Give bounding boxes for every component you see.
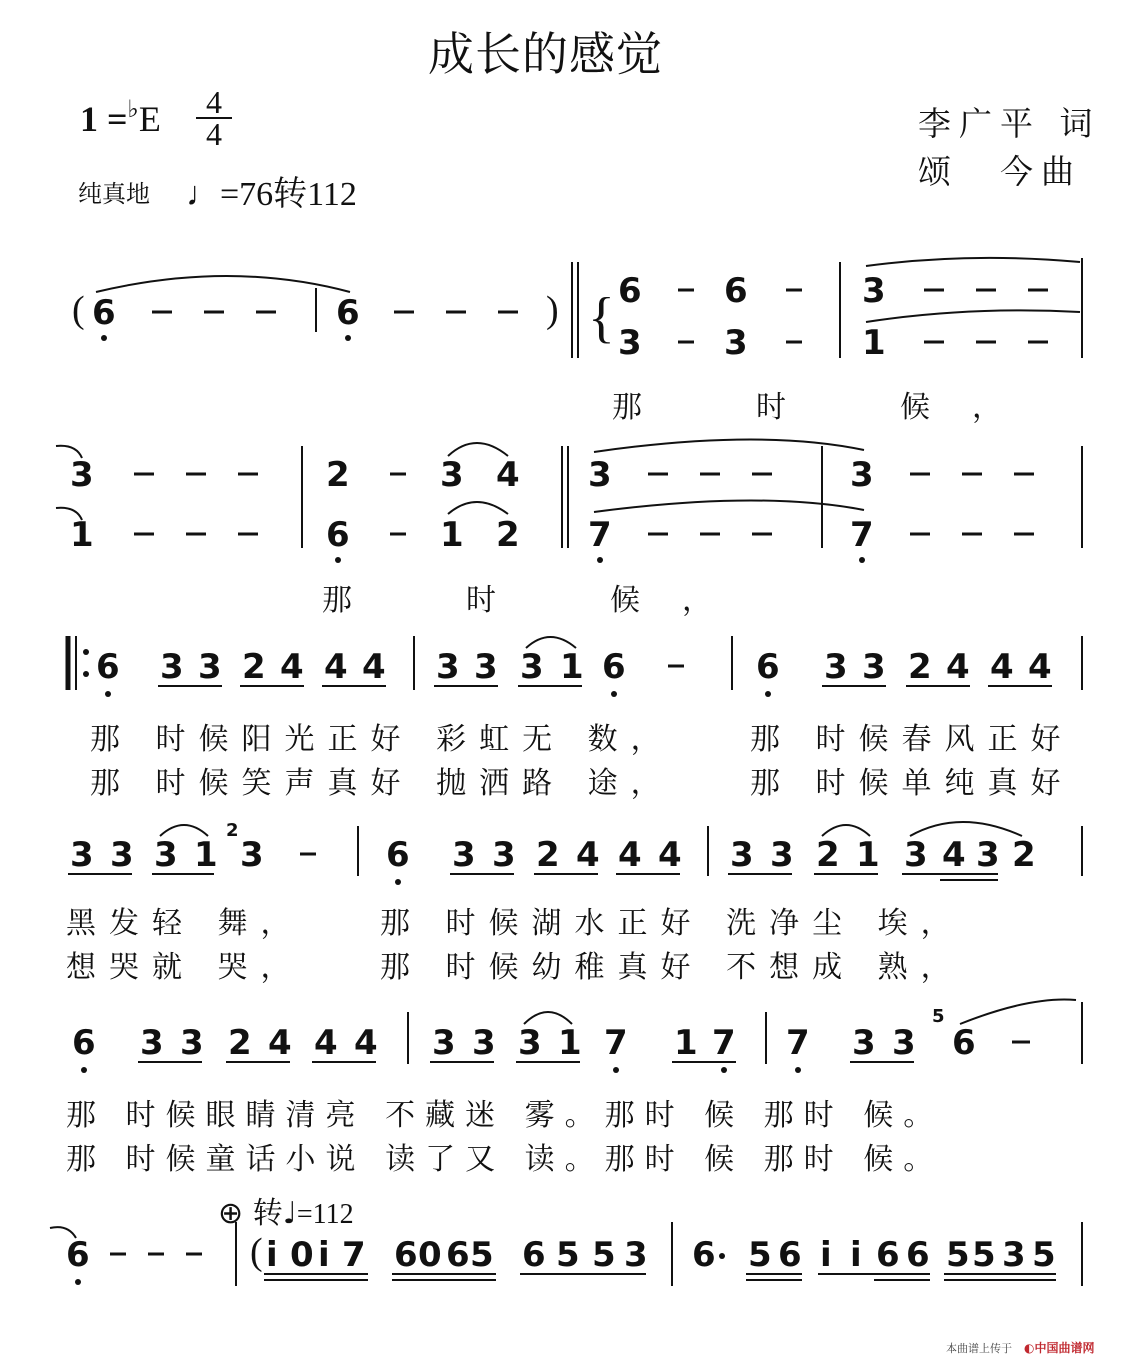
svg-text:4: 4 [618,835,642,875]
note: 6 [336,293,360,333]
note: 3 [862,271,886,311]
lyrics-row-5-verse1: 那 时候眼睛清亮 不藏迷 雾。那时 候 那时 候。 [66,1098,944,1133]
svg-text:4: 4 [362,647,386,687]
svg-text:6: 6 [446,1235,470,1275]
svg-text:i: i [850,1235,862,1275]
svg-text:5: 5 [470,1235,494,1275]
svg-text:3: 3 [492,835,516,875]
svg-text:6: 6 [952,1023,976,1063]
svg-text:7: 7 [712,1023,736,1063]
svg-text:6: 6 [394,1235,418,1275]
lyrics-row-1: 那 时 候， [612,390,1044,425]
svg-text:4: 4 [946,647,970,687]
svg-text:3: 3 [160,647,184,687]
svg-text:3: 3 [180,1023,204,1063]
note: 6 [724,271,748,311]
note: 6 [96,647,120,687]
svg-text:0: 0 [418,1235,442,1275]
lyrics-row-3-verse1-b: 那 时候春风正好 [750,722,1074,757]
svg-text:4: 4 [268,1023,292,1063]
note: 3 [618,323,642,363]
svg-text:4: 4 [1028,647,1052,687]
coda-icon: ⊕ [218,1196,244,1231]
svg-text:3: 3 [240,835,264,875]
note: 3 [588,455,612,495]
tempo-value: =76转112 [220,176,357,213]
svg-text:2: 2 [228,1023,252,1063]
svg-text:2: 2 [536,835,560,875]
note: 1 [70,515,94,555]
svg-text:3: 3 [520,647,544,687]
svg-text:3: 3 [70,835,94,875]
lyrics-row-5-verse2: 那 时候童话小说 读了又 读。那时 候 那时 候。 [66,1142,944,1177]
lyrics-row-4-verse1: 黑发轻 舞， [66,906,304,941]
note: 1 [862,323,886,363]
svg-text:6: 6 [906,1235,930,1275]
svg-text:4: 4 [990,647,1014,687]
svg-text:3: 3 [140,1023,164,1063]
note: 6 [92,293,116,333]
svg-text:3: 3 [904,835,928,875]
svg-text:6: 6 [72,1023,96,1063]
svg-text:5: 5 [592,1235,616,1275]
note: 6 [326,515,350,555]
svg-text:2: 2 [1012,835,1036,875]
svg-text:4: 4 [324,647,348,687]
brace: { [588,287,615,349]
flat-sign: ♭ [127,97,139,123]
song-title: 成长的感觉 [428,27,663,81]
svg-text:3: 3 [892,1023,916,1063]
meter-top: 4 [206,84,222,120]
note: 1 [440,515,464,555]
svg-text:5: 5 [972,1235,996,1275]
quarter-note-icon-2: ♩ [282,1196,297,1231]
svg-text:2: 2 [226,820,239,841]
svg-text:3: 3 [624,1235,648,1275]
svg-text:6: 6 [522,1235,546,1275]
svg-text:3: 3 [432,1023,456,1063]
svg-text:1: 1 [560,647,584,687]
svg-text:4: 4 [658,835,682,875]
svg-text:2: 2 [816,835,840,875]
svg-text:3: 3 [474,647,498,687]
lyrics-row-3-verse2: 那 时候笑声真好 抛洒路 途， [90,766,674,801]
svg-text:(: ( [250,1231,263,1273]
composer-credit: 颂 今曲 [918,152,1082,191]
svg-text:1: 1 [558,1023,582,1063]
svg-text:6: 6 [66,1235,90,1275]
svg-text:3: 3 [472,1023,496,1063]
logo-icon: ◐ [1024,1341,1035,1355]
expression-mark: 纯真地 [78,180,150,208]
svg-text:6: 6 [778,1235,802,1275]
svg-text:4: 4 [576,835,600,875]
svg-text:i: i [318,1235,330,1275]
quarter-note-icon: ♩ [186,176,220,213]
svg-text:4: 4 [354,1023,378,1063]
svg-text:3: 3 [824,647,848,687]
svg-text:6: 6 [602,647,626,687]
footer-text: 本曲谱上传于 [946,1342,1012,1355]
svg-text:3: 3 [852,1023,876,1063]
svg-text:7: 7 [786,1023,810,1063]
svg-text:5: 5 [1032,1235,1056,1275]
svg-text:3: 3 [154,835,178,875]
svg-text:4: 4 [942,835,966,875]
svg-text:i: i [820,1235,832,1275]
svg-text:0: 0 [290,1235,314,1275]
svg-text:4: 4 [314,1023,338,1063]
footer-site-name: 中国曲谱网 [1034,1341,1095,1355]
lyrics-row-4-verse2: 想哭就 哭， [66,950,304,985]
svg-text:4: 4 [280,647,304,687]
svg-text:3: 3 [770,835,794,875]
close-paren: ) [546,289,559,331]
svg-text:3: 3 [730,835,754,875]
svg-text:3: 3 [976,835,1000,875]
note: 4 [496,455,520,495]
lyrics-row-3-verse2-b: 那 时候单纯真好 [750,766,1074,801]
note: 3 [440,455,464,495]
svg-text:5: 5 [556,1235,580,1275]
svg-text:7: 7 [604,1023,628,1063]
note: 2 [496,515,520,555]
svg-text:3: 3 [518,1023,542,1063]
open-paren: ( [72,289,85,331]
note: 7 [588,515,612,555]
svg-text:3: 3 [436,647,460,687]
svg-text:1: 1 [856,835,880,875]
svg-text:3: 3 [1002,1235,1026,1275]
svg-text:6: 6 [756,647,780,687]
svg-text:3: 3 [862,647,886,687]
note: 3 [70,455,94,495]
key-note: E [138,99,161,139]
key-prefix: 1 = [80,99,128,139]
svg-text:5: 5 [932,1006,945,1027]
svg-text:2: 2 [242,647,266,687]
svg-text:7: 7 [342,1235,366,1275]
svg-text:5: 5 [748,1235,772,1275]
note: 3 [850,455,874,495]
svg-text:1: 1 [674,1023,698,1063]
svg-text:i: i [266,1235,278,1275]
tempo-change-label: 转 [252,1196,283,1231]
svg-text:6: 6 [386,835,410,875]
svg-text:1: 1 [194,835,218,875]
lyrics-row-4-verse2-b: 那 时候幼稚真好 不想成 熟， [380,950,964,985]
svg-text:6: 6 [876,1235,900,1275]
svg-text:3: 3 [198,647,222,687]
lyricist-credit: 李广平 词 [918,104,1101,143]
lyrics-row-4-verse1-b: 那 时候湖水正好 洗净尘 埃， [380,906,964,941]
svg-text:2: 2 [908,647,932,687]
meter-bottom: 4 [206,116,222,152]
lyrics-row-3-verse1: 那 时候阳光正好 彩虹无 数， [90,722,674,757]
lyrics-row-2: 那 时 候， [322,583,754,618]
svg-text:3: 3 [452,835,476,875]
svg-text:5: 5 [946,1235,970,1275]
svg-text:6: 6 [692,1235,716,1275]
note: 6 [618,271,642,311]
note: 3 [724,323,748,363]
svg-text:3: 3 [110,835,134,875]
note: 2 [326,455,350,495]
tempo-change-value: =112 [296,1199,354,1230]
note: 7 [850,515,874,555]
